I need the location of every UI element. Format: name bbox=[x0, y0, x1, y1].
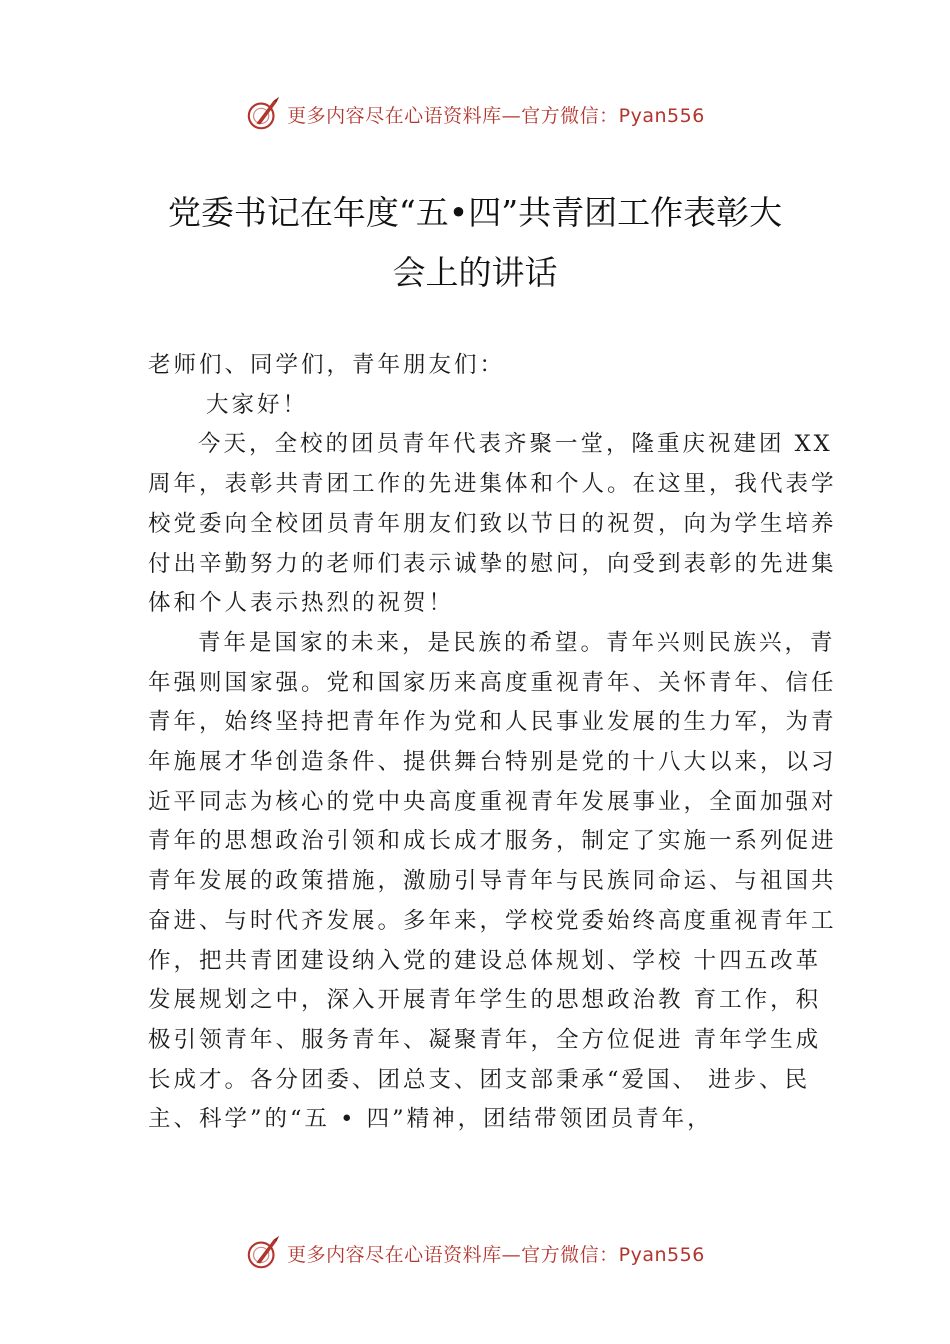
title-line-1: 党委书记在年度“五•四”共青团工作表彰大 bbox=[167, 193, 783, 232]
document-title bbox=[120, 183, 830, 303]
quill-logo-icon bbox=[245, 95, 283, 133]
watermark-site-text: 更多内容尽在心语资料库—官方微信： bbox=[287, 1243, 619, 1266]
watermark-site-text: 更多内容尽在心语资料库—官方微信： bbox=[287, 104, 619, 127]
watermark-header bbox=[0, 94, 950, 134]
watermark-wechat-id: Pyan556 bbox=[618, 104, 705, 127]
quill-logo-icon bbox=[245, 1234, 283, 1272]
salutation: 老师们、同学们，青年朋友们： bbox=[148, 352, 506, 378]
watermark-text bbox=[287, 1240, 705, 1267]
paragraph: 今天，全校的团员青年代表齐聚一堂，隆重庆祝建团 XX 周年，表彰共青团工作的先进集体和个人。在这里，我代表学校党委向全校团员青年朋友们致以节日的祝贺，向为学生培养付出辛勤努力的老师们表示诚挚的慰问，向受到表彰的先进集体和个人表示热烈的祝贺！ bbox=[148, 431, 837, 617]
title-line-2: 会上的讲话 bbox=[392, 253, 558, 292]
greeting: 大家好！ bbox=[206, 391, 309, 418]
paragraph: 青年是国家的未来，是民族的希望。青年兴则民族兴，青年强则国家强。党和国家历来高度重视青年、关怀青年、信任青年，始终坚持把青年作为党和人民事业发展的生力军，为青年施展才华创造条件、提供舞台特别是党的十八大以来，以习近平同志为核心的党中央高度重视青年发展事业，全面加强对青年的思想政治引领和成长成才服务，制定了实施一系列促进青年发展的政策措施，激励引导青年与民族同命运、与祖国共奋进、与时代齐发展。多年来，学校党委始终高度重视青年工作，把共青团建设纳入党的建设总体规划、学校 十四五改革发展规划之中，深入开展青年学生的思想政治教 育工作，积极引领青年、服务青年、凝聚青年，全方位促进 青年学生成长成才。各分团委、团总支、团支部秉承“爱国、 进步、民主、科学”的“五 • 四”精神，团结带领团员青年， bbox=[148, 629, 837, 1133]
document-body bbox=[148, 346, 838, 1140]
watermark-text bbox=[287, 101, 705, 128]
watermark-wechat-id: Pyan556 bbox=[618, 1243, 705, 1266]
watermark-footer bbox=[0, 1233, 950, 1273]
